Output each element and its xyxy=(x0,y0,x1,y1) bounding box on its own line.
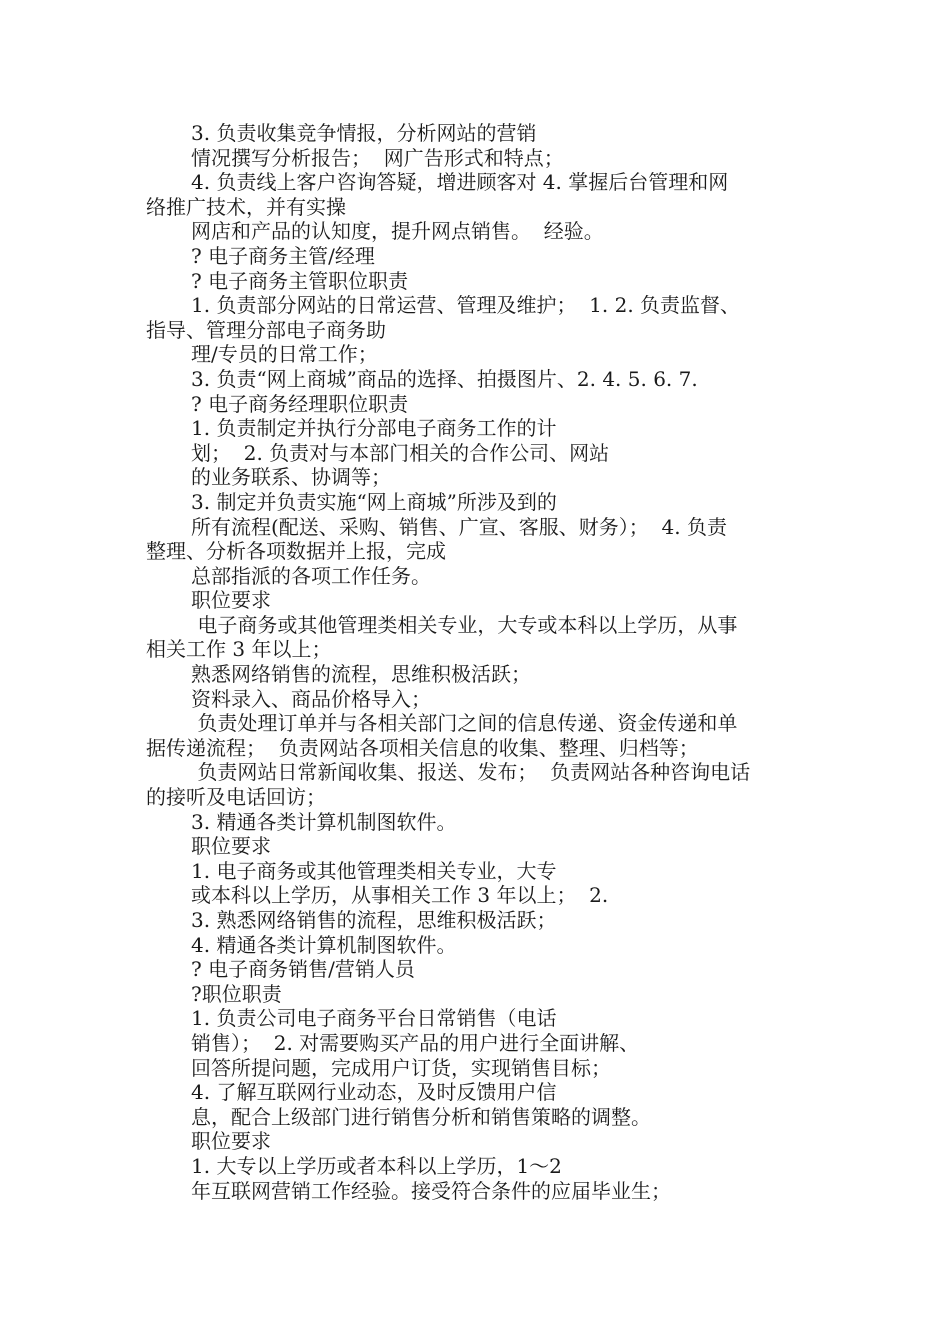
text-line: 的业务联系、协调等； xyxy=(191,465,391,490)
text-line: ? 电子商务经理职位职责 xyxy=(191,391,409,416)
text-line: 4. 精通各类计算机制图软件。 xyxy=(191,932,457,957)
text-line: 整理、分析各项数据并上报，完成 xyxy=(146,539,446,564)
text-line: 3. 熟悉网络销售的流程，思维积极活跃； xyxy=(191,908,557,932)
text-line: 1. 负责公司电子商务平台日常销售（电话 xyxy=(191,1006,557,1031)
text-line: 3. 负责收集竞争情报，分析网站的营销 xyxy=(191,121,537,145)
text-line: 4. 了解互联网行业动态，及时反馈用户信 xyxy=(191,1080,557,1105)
text-line: 1. 电子商务或其他管理类相关专业，大专 xyxy=(191,858,557,883)
text-line: ? 电子商务主管职位职责 xyxy=(191,268,409,293)
text-line: 总部指派的各项工作任务。 xyxy=(191,563,431,588)
text-line: 理/专员的日常工作； xyxy=(191,342,378,367)
text-line: 指导、管理分部电子商务助 xyxy=(146,317,386,342)
text-line: 熟悉网络销售的流程，思维积极活跃； xyxy=(191,662,531,687)
text-line: 3. 负责“网上商城”商品的选择、拍摄图片、2. 4. 5. 6. 7. xyxy=(191,366,698,391)
text-line: 负责处理订单并与各相关部门之间的信息传递、资金传递和单 xyxy=(191,711,738,736)
text-line: ? 电子商务主管/经理 xyxy=(191,243,375,268)
text-line: 年互联网营销工作经验。接受符合条件的应届毕业生； xyxy=(191,1178,671,1203)
text-line: 3. 制定并负责实施“网上商城”所涉及到的 xyxy=(191,489,557,514)
text-line: 所有流程(配送、采购、销售、广宣、客服、财务）； 4. 负责 xyxy=(191,514,727,539)
text-line: 的接听及电话回访； xyxy=(146,785,326,810)
text-line: 回答所提问题，完成用户订货，实现销售目标； xyxy=(191,1055,611,1080)
text-line: 资料录入、商品价格导入； xyxy=(191,686,431,711)
text-line: 络推广技术，并有实操 xyxy=(146,194,346,219)
text-line: 职位要求 xyxy=(191,834,271,859)
text-line: 相关工作 3 年以上； xyxy=(146,637,332,662)
text-line: ? 电子商务销售/营销人员 xyxy=(191,957,415,982)
text-line: 销售）； 2. 对需要购买产品的用户进行全面讲解、 xyxy=(191,1030,640,1055)
text-line: 情况撰写分析报告； 网广告形式和特点； xyxy=(191,145,564,170)
text-line: 据传递流程； 负责网站各项相关信息的收集、整理、归档等； xyxy=(146,735,699,760)
text-line: 网店和产品的认知度，提升网点销售。 经验。 xyxy=(191,219,604,244)
text-line: 职位要求 xyxy=(191,1129,271,1154)
text-line: 负责网站日常新闻收集、报送、发布； 负责网站各种咨询电话 xyxy=(191,760,751,785)
text-line: 息，配合上级部门进行销售分析和销售策略的调整。 xyxy=(191,1104,651,1129)
text-line: ?职位职责 xyxy=(191,981,282,1006)
text-line: 职位要求 xyxy=(191,588,271,613)
text-line: 电子商务或其他管理类相关专业，大专或本科以上学历，从事 xyxy=(191,612,738,637)
text-line: 3. 精通各类计算机制图软件。 xyxy=(191,809,457,834)
text-line: 划； 2. 负责对与本部门相关的合作公司、网站 xyxy=(191,440,610,465)
text-line: 或本科以上学历，从事相关工作 3 年以上； 2. xyxy=(191,883,609,908)
text-line: 1. 大专以上学历或者本科以上学历，1～2 xyxy=(191,1153,562,1178)
text-line: 1. 负责制定并执行分部电子商务工作的计 xyxy=(191,416,557,441)
text-line: 1. 负责部分网站的日常运营、管理及维护； 1. 2. 负责监督、 xyxy=(191,293,741,318)
text-line: 4. 负责线上客户咨询答疑，增进顾客对 4. 掌握后台管理和网 xyxy=(191,170,729,195)
document-body xyxy=(146,121,836,1203)
